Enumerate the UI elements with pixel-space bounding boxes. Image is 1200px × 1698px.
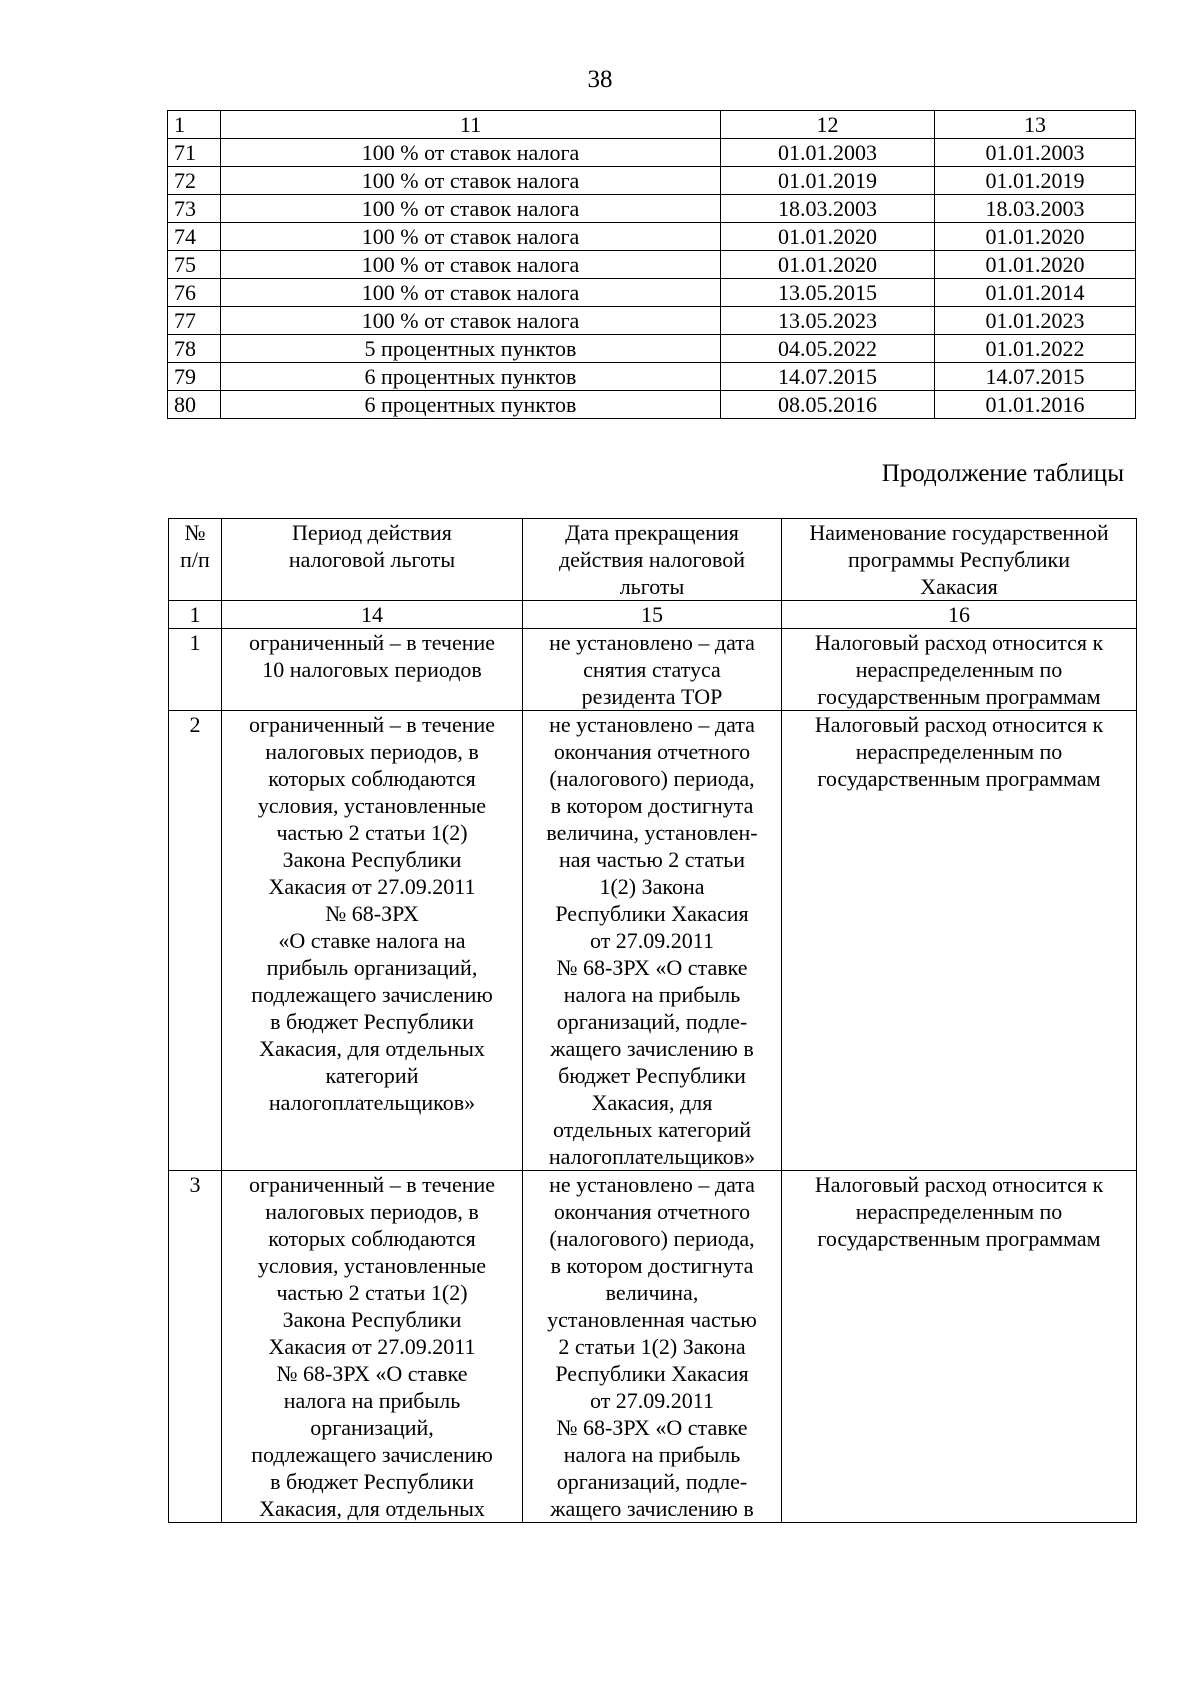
rate-cell: 100 % от ставок налога	[221, 167, 721, 195]
table-row	[168, 391, 1136, 419]
header-text: Период действия налоговой льготы	[288, 520, 456, 572]
date-cell: 01.01.2014	[935, 279, 1136, 307]
row-number: 72	[168, 167, 221, 195]
header-cell: 1	[168, 111, 221, 139]
header-cell: 12	[721, 111, 935, 139]
row-number: 73	[168, 195, 221, 223]
date-cell: 01.01.2016	[935, 391, 1136, 419]
rate-cell: 6 процентных пунктов	[221, 363, 721, 391]
table-row	[169, 629, 1137, 711]
row-number: 78	[168, 335, 221, 363]
rate-cell: 100 % от ставок налога	[221, 279, 721, 307]
table-header-row	[168, 111, 1136, 139]
rate-cell: 6 процентных пунктов	[221, 391, 721, 419]
period-cell: ограниченный – в течение 10 налоговых периодов	[222, 629, 523, 711]
row-number: 80	[168, 391, 221, 419]
header-cell: 13	[935, 111, 1136, 139]
end-date-cell: не установлено – дата окончания отчетного (налогового) периода, в котором достигнута величина, установленная частью 2 статьи 1(2) Закона Республики Хакасия от 27.09.2011 № 68-ЗРХ «О ставке налога на прибыль организаций, подле- жащего зачислению в	[523, 1171, 782, 1523]
date-cell: 13.05.2015	[721, 279, 935, 307]
date-cell: 01.01.2019	[721, 167, 935, 195]
row-number: 76	[168, 279, 221, 307]
date-cell: 08.05.2016	[721, 391, 935, 419]
date-cell: 04.05.2022	[721, 335, 935, 363]
tax-benefit-table	[168, 518, 1137, 1523]
continuation-label: Продолжение таблицы	[881, 460, 1124, 487]
tax-rates-table	[167, 110, 1136, 419]
column-number: 16	[782, 601, 1137, 629]
date-cell: 01.01.2003	[935, 139, 1136, 167]
date-cell: 18.03.2003	[935, 195, 1136, 223]
table-row	[168, 335, 1136, 363]
row-number: 74	[168, 223, 221, 251]
table-row	[168, 195, 1136, 223]
period-cell: ограниченный – в течение налоговых периодов, в которых соблюдаются условия, установленные частью 2 статьи 1(2) Закона Республики Хакасия от 27.09.2011 № 68-ЗРХ «О ставке налога на прибыль организаций, подлежащего зачислению в бюджет Республики Хакасия, для отдельных категорий налогоплательщиков»	[222, 711, 523, 1171]
date-cell: 13.05.2023	[721, 307, 935, 335]
column-number: 1	[169, 601, 222, 629]
program-cell: Налоговый расход относится к нераспределенным по государственным программам	[782, 711, 1137, 1171]
end-date-cell: не установлено – дата окончания отчетного (налогового) периода, в котором достигнута величина, установлен- ная частью 2 статьи 1(2) Закона Республики Хакасия от 27.09.2011 № 68-ЗРХ «О ставке налога на прибыль организаций, подле- жащего зачислению в бюджет Республики Хакасия, для отдельных категорий налогоплательщиков»	[523, 711, 782, 1171]
date-cell: 01.01.2023	[935, 307, 1136, 335]
table-header-row	[169, 519, 1137, 601]
table-row	[168, 139, 1136, 167]
date-cell: 18.03.2003	[721, 195, 935, 223]
row-number: 75	[168, 251, 221, 279]
table-row	[168, 251, 1136, 279]
date-cell: 01.01.2020	[935, 251, 1136, 279]
header-cell-number	[169, 519, 222, 601]
date-cell: 01.01.2020	[721, 223, 935, 251]
table-row	[169, 1171, 1137, 1523]
header-cell-program	[782, 519, 1137, 601]
column-number: 14	[222, 601, 523, 629]
table-row	[168, 223, 1136, 251]
date-cell: 01.01.2022	[935, 335, 1136, 363]
page-number: 38	[587, 66, 613, 93]
end-date-cell: не установлено – дата снятия статуса резидента ТОР	[523, 629, 782, 711]
program-cell: Налоговый расход относится к нераспределенным по государственным программам	[782, 1171, 1137, 1523]
row-number: 3	[169, 1171, 222, 1523]
header-cell-end-date	[523, 519, 782, 601]
rate-cell: 100 % от ставок налога	[221, 139, 721, 167]
table-row	[169, 711, 1137, 1171]
header-text: Наименование государственной программы Республики Хакасия	[809, 520, 1109, 599]
table-row	[168, 307, 1136, 335]
program-cell: Налоговый расход относится к нераспределенным по государственным программам	[782, 629, 1137, 711]
rate-cell: 100 % от ставок налога	[221, 251, 721, 279]
table-row	[168, 279, 1136, 307]
row-number: 2	[169, 711, 222, 1171]
header-text: Дата прекращения действия налоговой льготы	[558, 520, 746, 599]
date-cell: 01.01.2019	[935, 167, 1136, 195]
table-row	[168, 363, 1136, 391]
date-cell: 14.07.2015	[721, 363, 935, 391]
table-row	[168, 167, 1136, 195]
column-number: 15	[523, 601, 782, 629]
row-number: 77	[168, 307, 221, 335]
rate-cell: 5 процентных пунктов	[221, 335, 721, 363]
period-cell: ограниченный – в течение налоговых периодов, в которых соблюдаются условия, установленные частью 2 статьи 1(2) Закона Республики Хакасия от 27.09.2011 № 68-ЗРХ «О ставке налога на прибыль организаций, подлежащего зачислению в бюджет Республики Хакасия, для отдельных	[222, 1171, 523, 1523]
date-cell: 01.01.2003	[721, 139, 935, 167]
header-cell: 11	[221, 111, 721, 139]
row-number: 79	[168, 363, 221, 391]
row-number: 71	[168, 139, 221, 167]
rate-cell: 100 % от ставок налога	[221, 223, 721, 251]
header-cell-period	[222, 519, 523, 601]
column-numbers-row	[169, 601, 1137, 629]
rate-cell: 100 % от ставок налога	[221, 307, 721, 335]
row-number: 1	[169, 629, 222, 711]
rate-cell: 100 % от ставок налога	[221, 195, 721, 223]
date-cell: 01.01.2020	[721, 251, 935, 279]
header-text: № п/п	[180, 520, 210, 572]
date-cell: 14.07.2015	[935, 363, 1136, 391]
date-cell: 01.01.2020	[935, 223, 1136, 251]
